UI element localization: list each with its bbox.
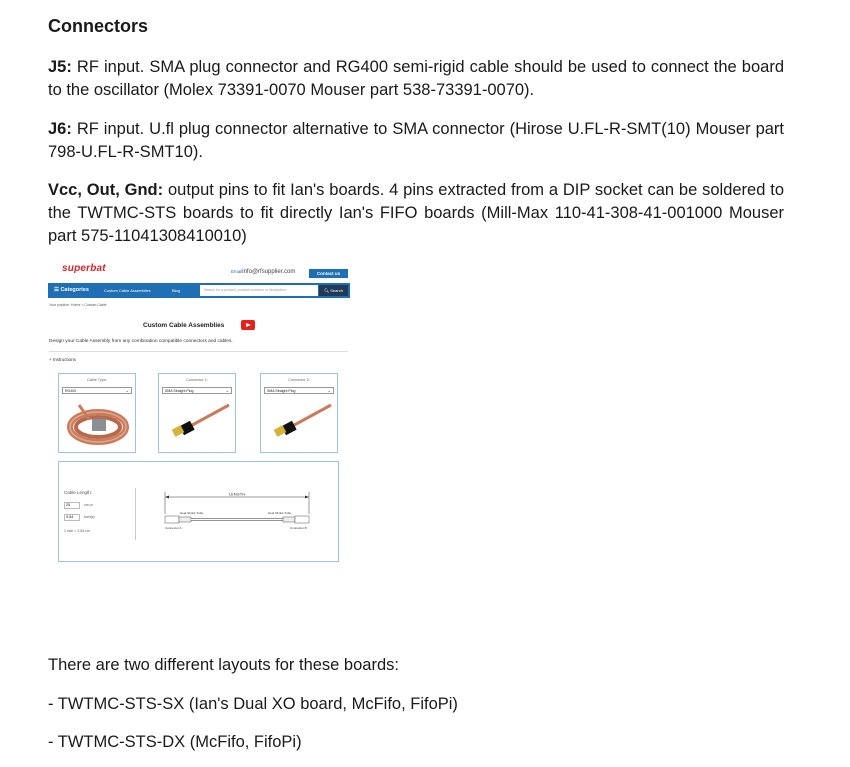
cable-diagram xyxy=(163,490,313,535)
email-contact[interactable] xyxy=(231,269,295,275)
nav-bar xyxy=(48,283,350,298)
decorative-dots xyxy=(314,261,344,264)
connector-a-label: Connector A xyxy=(165,526,182,530)
connector-1-value: SMA Straight Plug xyxy=(165,389,194,393)
length-label: LENGTH xyxy=(228,491,246,497)
j5-text: RF input. SMA plug connector and RG400 semi-rigid cable should be used to connect the board to the oscillator (Molex 73391-0070 Mouser part 538-73391-0070). xyxy=(48,58,784,99)
vcc-text: output pins to fit Ian's boards. 4 pins extracted from a DIP socket can be soldered to the TWTMC-STS boards to fit directly Ian's FIFO boards (Mill-Max 110-41-308-41-001000 Mouser part 575-11041308410010) xyxy=(48,181,784,245)
cable-type-value: RG400 xyxy=(65,389,77,393)
unit-inch-label: Inch(s) xyxy=(84,515,95,519)
heat-shrink-right-label: Heat Shrink Tube xyxy=(268,511,292,515)
layout-item-dx: - TWTMC-STS-DX (McFifo, FifoPi) xyxy=(48,733,302,751)
cable-type-label: Cable Type: xyxy=(86,378,108,382)
connector-1-select[interactable] xyxy=(162,387,232,394)
cable-coil-image xyxy=(65,399,131,447)
layouts-intro: There are two different layouts for these boards: xyxy=(48,656,399,674)
superbat-logo[interactable]: superbat xyxy=(62,263,106,274)
length-inch-input[interactable]: 9.84 xyxy=(64,514,80,521)
cable-length-label: Cable Length: xyxy=(64,490,93,495)
chevron-down-icon: ⌄ xyxy=(327,388,331,393)
embedded-screenshot xyxy=(48,258,350,564)
unit-cm-label: cm or xyxy=(84,503,93,507)
search-icon: 🔍︎ xyxy=(324,288,330,293)
heat-shrink-left-label: Heat Shrink Tube xyxy=(180,511,204,515)
cable-length-panel xyxy=(58,461,339,562)
conversion-note: 1 inch = 2.54 cm xyxy=(64,529,90,533)
paragraph-j5 xyxy=(48,56,784,102)
connector-b-label: Connector B xyxy=(290,526,307,530)
cable-type-select[interactable] xyxy=(62,387,132,394)
connector-2-select[interactable] xyxy=(264,387,334,394)
chevron-down-icon: ⌄ xyxy=(125,388,129,393)
page-description: Design your Cable Assembly from any combination compatible connectors and cables. xyxy=(49,339,233,344)
nav-link-custom-cable[interactable]: Custom Cable Assemblies xyxy=(104,288,151,293)
categories-menu[interactable]: ☰ Categories xyxy=(54,287,89,293)
page-title: Custom Cable Assemblies xyxy=(143,322,225,329)
divider xyxy=(49,351,348,352)
paragraph-j6 xyxy=(48,118,784,164)
chevron-down-icon: ⌄ xyxy=(225,388,229,393)
search-button-label: Search xyxy=(330,288,343,293)
connector-1-label: Connector 1: xyxy=(186,378,208,382)
search-button[interactable] xyxy=(319,285,348,296)
instructions-toggle[interactable]: + Instructions xyxy=(49,357,76,362)
sma-connector-image xyxy=(165,399,231,447)
youtube-icon[interactable] xyxy=(241,320,255,330)
email-address: info@rfsupplier.com xyxy=(242,269,296,275)
separator xyxy=(135,488,136,540)
j6-label: J6: xyxy=(48,120,72,138)
nav-link-blog[interactable]: Blog xyxy=(172,288,181,293)
layout-item-sx: - TWTMC-STS-SX (Ian's Dual XO board, McFifo, FifoPi) xyxy=(48,695,458,713)
search-input[interactable]: Search for a product, product numbers or description xyxy=(200,285,318,296)
contact-us-button[interactable]: Contact us xyxy=(309,269,348,278)
connector-1-card xyxy=(158,373,236,453)
breadcrumb: Your position: Home > Custom Cable xyxy=(49,303,107,307)
cable-type-card xyxy=(58,373,136,453)
connector-2-card xyxy=(260,373,338,453)
vcc-label: Vcc, Out, Gnd: xyxy=(48,181,164,199)
paragraph-vcc xyxy=(48,179,784,248)
connector-2-value: SMA Straight Plug xyxy=(267,389,296,393)
length-cm-input[interactable]: 25 xyxy=(64,502,80,509)
email-label: Email xyxy=(231,269,243,274)
section-heading: Connectors xyxy=(48,16,149,36)
j5-label: J5: xyxy=(48,58,72,76)
j6-text: RF input. U.fl plug connector alternative to SMA connector (Hirose U.FL-R-SMT(10) Mouser part 798-U.FL-R-SMT10). xyxy=(48,120,784,161)
connector-2-label: Connector 2: xyxy=(288,378,310,382)
sma-connector-image xyxy=(267,399,333,447)
